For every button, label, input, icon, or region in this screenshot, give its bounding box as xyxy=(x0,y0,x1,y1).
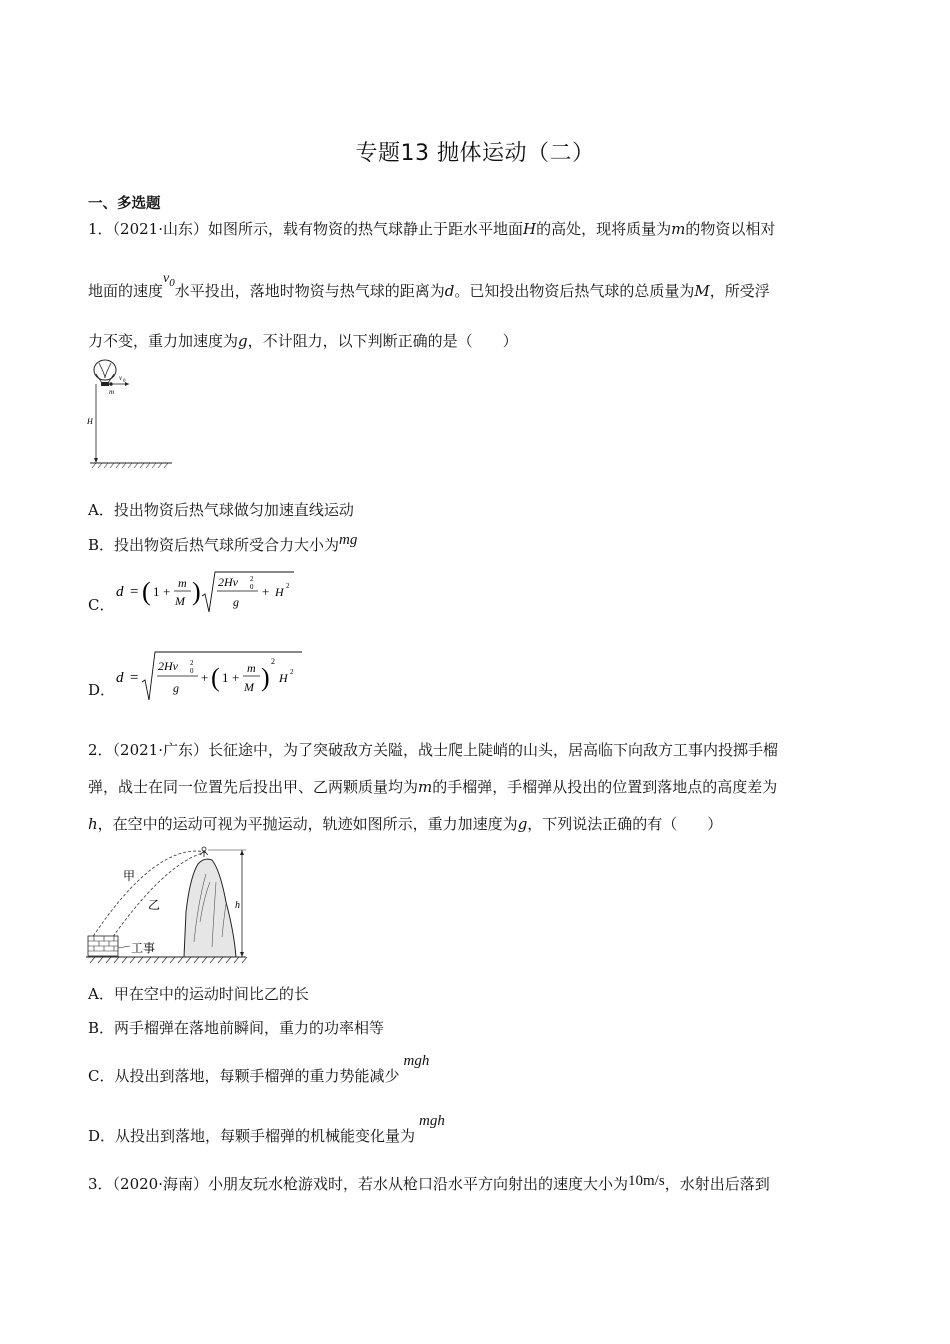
q2-option-b: B．两手榴弹在落地前瞬间，重力的功率相等 xyxy=(88,1019,385,1037)
cliff-shape xyxy=(184,859,236,957)
q2-text: 的手榴弹，手榴弹从投出的位置到落地点的高度差为 xyxy=(432,778,778,796)
q2-option-c-text: C．从投出到落地，每颗手榴弹的重力势能减少 xyxy=(88,1067,400,1085)
q1-text: ，所受浮 xyxy=(709,282,770,300)
formula-sup2: 2 xyxy=(250,575,254,583)
q1-v-sub: 0 xyxy=(169,276,175,289)
formula-plus: + xyxy=(163,584,171,599)
page-title: 专题13 抛体运动（二） xyxy=(355,141,595,166)
q1-line-1 xyxy=(88,218,775,239)
q2-option-d-math: mgh xyxy=(419,1113,445,1129)
q2-option-d xyxy=(88,1113,445,1146)
q1-var-g: g xyxy=(238,332,248,350)
q1-text: 地面的速度 xyxy=(88,282,164,300)
q1-text: 1．（2021·山东）如图所示，载有物资的热气球静止于距水平地面 xyxy=(88,220,523,238)
formula-lparen: ( xyxy=(142,577,151,606)
formula-H: H xyxy=(279,671,288,685)
q1-option-b-math: mg xyxy=(339,532,358,548)
q2-line-3 xyxy=(88,813,722,834)
label-yi: 乙 xyxy=(148,898,161,912)
cargo-dot xyxy=(109,382,113,386)
formula-m: m xyxy=(178,576,187,590)
q3-line-1 xyxy=(88,1173,770,1194)
formula-M: M xyxy=(175,594,185,608)
q2-var-h: h xyxy=(88,815,98,833)
formula-g: g xyxy=(233,595,239,609)
fig-m-label: m xyxy=(109,388,115,396)
formula-plus: + xyxy=(262,584,270,599)
arrow-down-icon xyxy=(94,458,98,463)
q1-text: ，不计阻力，以下判断正确的是（ ） xyxy=(247,332,518,350)
q1-var-H: H xyxy=(523,220,537,238)
q2-option-c-math: mgh xyxy=(403,1053,430,1069)
formula-rparen: ) xyxy=(192,577,201,606)
q2-var-m: m xyxy=(418,778,433,796)
balloon-icon xyxy=(94,360,116,386)
formula-one: 1 xyxy=(153,584,160,599)
formula-one: 1 xyxy=(222,670,229,685)
formula-eq: = xyxy=(130,584,139,600)
formula-g: g xyxy=(173,681,179,695)
q2-text: ，在空中的运动可视为平抛运动，轨迹如图所示，重力加速度为 xyxy=(97,815,518,833)
formula-sup2: 2 xyxy=(271,657,275,666)
fig-H-label: H xyxy=(87,417,93,426)
q3-text: ，水射出后落到 xyxy=(664,1175,770,1193)
label-gongshi: 工事 xyxy=(131,941,156,955)
formula-d: d xyxy=(116,584,124,600)
q1-var-M: M xyxy=(694,282,710,300)
q2-cliff-figure xyxy=(86,842,248,968)
q1-balloon-figure xyxy=(84,356,184,474)
q1-var-m: m xyxy=(671,220,686,238)
q1-text: 力不变，重力加速度为 xyxy=(88,332,239,350)
section-heading: 一、多选题 xyxy=(88,196,161,212)
formula-2hv: 2Hv xyxy=(158,659,178,673)
q2-line-2 xyxy=(88,776,777,797)
q1-text: 的物资以相对 xyxy=(685,220,776,238)
q1-option-a: A．投出物资后热气球做匀加速直线运动 xyxy=(88,501,354,519)
q2-option-c xyxy=(88,1053,430,1086)
formula-m: m xyxy=(247,661,256,675)
formula-lparen: ( xyxy=(211,663,220,692)
q1-text: 的高处，现将质量为 xyxy=(536,220,672,238)
formula-d: d xyxy=(116,670,124,686)
q1-option-b-text: B．投出物资后热气球所受合力大小为 xyxy=(88,536,340,554)
formula-sub0: 0 xyxy=(250,583,254,591)
q1-option-c-formula xyxy=(112,566,302,618)
q1-var-d: d xyxy=(444,282,455,300)
q1-text: 。已知投出物资后热气球的总质量为 xyxy=(454,282,695,300)
q2-option-a: A．甲在空中的运动时间比乙的长 xyxy=(88,985,309,1003)
q2-text: 弹，战士在同一位置先后投出甲、乙两颗质量均为 xyxy=(88,778,419,796)
formula-eq: = xyxy=(130,670,139,686)
q2-option-d-text: D．从投出到落地，每颗手榴弹的机械能变化量为 xyxy=(88,1127,416,1145)
formula-rparen: ) xyxy=(261,663,270,692)
formula-2hv: 2Hv xyxy=(218,575,238,589)
q1-v: v xyxy=(163,271,170,286)
label-jia: 甲 xyxy=(123,869,136,883)
formula-sup2: 2 xyxy=(190,659,194,667)
q1-var-v0 xyxy=(163,271,175,289)
q2-text: ，下列说法正确的有（ ） xyxy=(527,815,723,833)
formula-plus: + xyxy=(232,670,240,685)
q2-line-1: 2．（2021·广东）长征途中，为了突破敌方关隘，战士爬上陡峭的山头，居高临下向敌方工事内投掷手榴 xyxy=(88,741,778,759)
q3-speed: 10m/s xyxy=(628,1173,665,1189)
ground-hatch xyxy=(92,463,168,468)
fig-v0-sub: 0 xyxy=(123,379,126,384)
formula-sup2: 2 xyxy=(286,582,290,590)
ground-hatch xyxy=(90,957,247,963)
label-h: h xyxy=(235,900,240,911)
formula-M: M xyxy=(244,680,254,694)
soldier-icon xyxy=(200,847,208,857)
q1-option-b xyxy=(88,534,357,555)
q1-line-3 xyxy=(88,330,518,351)
q1-option-d-formula xyxy=(112,648,312,704)
fig-v0-label: v xyxy=(119,374,123,382)
formula-H: H xyxy=(275,585,284,599)
q1-line-2 xyxy=(88,271,770,303)
formula-sup2: 2 xyxy=(290,668,294,676)
q1-text: 水平投出，落地时物资与热气球的距离为 xyxy=(174,282,445,300)
formula-sub0: 0 xyxy=(190,667,194,675)
bunker-icon xyxy=(88,936,118,956)
q1-option-c-label: C． xyxy=(88,596,115,614)
q1-option-d-label: D． xyxy=(88,681,116,699)
q3-text: 3．（2020·海南）小朋友玩水枪游戏时，若水从枪口沿水平方向射出的速度大小为 xyxy=(88,1175,628,1193)
leader-line xyxy=(118,946,130,948)
arrow-head-icon xyxy=(125,382,129,386)
formula-plus: + xyxy=(201,670,209,685)
q2-var-g: g xyxy=(517,815,528,833)
